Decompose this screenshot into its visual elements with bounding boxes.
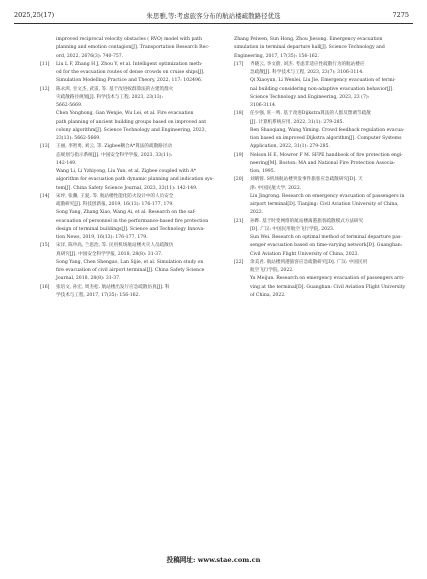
reference-item (234, 176, 422, 217)
reference-line: Liu L F, Zhang H J, Zhou Y, et al. Intelligent optimization meth- (56, 61, 203, 67)
reference-line: Yu Meijun. Research on emergency evacuation of passengers arri- (250, 276, 405, 282)
reference-item (234, 61, 422, 111)
reference-number: [17] (234, 61, 244, 67)
reference-line: 急疏散[J]. 科学技术与工程, 2023, 23(7): 3106-3114. (250, 70, 364, 75)
reference-line: Liu Jingrong. Research on emergency evacuation of passengers in (250, 193, 405, 199)
reference-line: 态规划与指示系统[J]. 中国安全科学学报, 2023, 33(11): (56, 152, 173, 158)
running-title: 朱思雅,等:考虑旅客分布的航站楼疏散路径优选 (146, 12, 281, 20)
reference-line: Nelson H E, Mowrer F M. SFPE handbook of fire protection engi- (250, 152, 403, 158)
reference-line: tion based on improved Dijkstra algorithm[J]. Computer Systems (250, 136, 402, 141)
reference-item (234, 152, 422, 177)
reference-line: planning and emotion contagion[J]. Transportation Research Rec- (56, 45, 210, 51)
reference-continuation (40, 36, 228, 61)
reference-line: neering[M]. Boston: MA and National Fire Protection Associa- (250, 160, 396, 166)
header-rule (14, 23, 413, 24)
reference-line: Journal, 2018, 28(8): 31-37. (56, 276, 121, 282)
reference-number: [14] (40, 193, 50, 199)
reference-item (234, 259, 422, 300)
reference-line: 宋坪, 张骤, 王爱, 等. 航站楼性能化防火设计中的人员安全 (56, 193, 174, 199)
reference-line: Engineering, 2017, 17(35): 156-162. (234, 53, 320, 59)
reference-number: [22] (234, 259, 244, 265)
reference-line: ord, 2022, 2676(3): 740-757. (56, 53, 124, 59)
reference-line: Song Yang, Chen Shengao, Lan Sijie, et al. Simulation study on (56, 259, 204, 265)
reference-line: 张培文, 孙宏, 周杰松. 航站楼出发厅应急疏散仿真[J]. 科 (56, 284, 170, 290)
reference-line: path planning of ancient building groups based on improved ant (56, 119, 207, 125)
reference-line: algorithm for evacuation path dynamic planning and indication sys- (56, 177, 214, 183)
reference-line: [D]. 广汉: 中国民用航空飞行学院, 2023. (250, 226, 335, 232)
journal-issue: 2025,25(17) (14, 11, 55, 19)
reference-line: 齐晓云, 李文蔚, 刘杰. 考虑非适应性疏散行为的航站楼应 (250, 61, 365, 67)
page-header (0, 0, 427, 26)
reference-line: 孙晔. 基于时变网络的航站楼离港旅客疏散模式方法研究 (250, 218, 364, 224)
reference-item (234, 218, 422, 259)
reference-item (40, 143, 228, 193)
reference-line: 真研究[J]. 中国安全科学学报, 2018, 28(8): 31-37. (56, 251, 163, 257)
left-column (40, 36, 228, 300)
reference-line: 陈永鸿, 甘文杰, 武雷, 等. 基于改进蚁群算法的古建筑群火 (56, 86, 174, 92)
reference-number: [21] (234, 218, 244, 224)
reference-line: [J]. 计算机系统应用, 2022, 31(1): 279-285. (250, 119, 344, 125)
reference-line: 学技术与工程, 2017, 17(35): 156-162. (56, 292, 140, 298)
reference-line: tem[J]. China Safety Science Journal, 2023, 33(11): 142-149. (56, 185, 198, 191)
reference-line: improved reciprocal velocity obstacles ( RVO) model with path (56, 37, 202, 42)
reference-number: [16] (40, 284, 50, 290)
reference-item (234, 110, 422, 151)
reference-line: 142-149. (56, 160, 77, 166)
reference-line: 23(13): 5662-5669. (56, 136, 101, 141)
reference-line: Science Technology and Engineering, 2023, 23 (7): (250, 94, 370, 100)
reference-number: [18] (234, 111, 244, 117)
reference-item (40, 61, 228, 86)
reference-line: 2022. (250, 210, 264, 216)
reference-line: simulation in terminal departure hall[J]. Science Technology and (234, 45, 385, 51)
reference-line: tion News, 2019, 16(13): 176-177, 179. (56, 235, 148, 240)
reference-line: colony algorithm[J]. Science Technology and Engineering, 2023, (56, 127, 207, 133)
reference-line: Zhang Peiwen, Sun Hong, Zhou Jiesong. Emergency evacuation (234, 37, 383, 42)
submission-url: 投稿网址: www.stae.com.cn (166, 556, 261, 564)
reference-line: Civil Aviation Flight University of China, 2023. (250, 251, 359, 257)
reference-line: 王丽, 李智勇, 刘云, 等. Zigbee耦合A*算法的疏散路径动 (56, 144, 172, 150)
reference-number: [11] (40, 61, 50, 67)
reference-line: 刘晴蓉. S机场航站楼突发事件旅客应急疏散研究[D]. 天 (250, 177, 363, 183)
reference-continuation (234, 36, 422, 61)
reference-number: [12] (40, 86, 50, 92)
reference-line: 3106-3114. (250, 103, 277, 108)
reference-item (40, 242, 228, 283)
reference-line: Qi Xiaoyun, Li Wenlei, Liu Jie. Emergency evacuation of termi- (250, 78, 396, 84)
reference-number: [19] (234, 152, 244, 158)
reference-line: 宋洋, 陈申高, 兰思治, 等. 民用机场航站楼火灾人员疏散仿 (56, 243, 174, 249)
reference-line: evacuation of personnel in the performance-based fire protection (56, 218, 209, 224)
reference-line: fire evacuation of civil airport terminal[J]. China Safety Science (56, 268, 205, 273)
reference-line: senger evacuation based on time-varying network[D]. Guanghan: (250, 243, 403, 249)
reference-line: 津: 中国民航大学, 2022. (250, 185, 302, 191)
reference-line: nal building considering non-adaptive evacuation behavior[J]. (250, 86, 394, 92)
reference-number: [13] (40, 144, 50, 150)
reference-line: Simulation Modelling Practice and Theory, 2022, 117: 102496. (56, 78, 203, 84)
right-column (234, 36, 422, 300)
reference-item (40, 86, 228, 144)
reference-line: 5662-5669. (56, 103, 83, 108)
reference-item (40, 193, 228, 243)
reference-line: 任少强, 旺一鸣. 基于改进Dijkstra算法的人群反馈调节疏散 (250, 111, 371, 117)
reference-line: airport terminal[D]. Tianjing: Civil Aviation University of China, (250, 202, 399, 207)
reference-line: Wang Li, Li Yzhiyong, Liu Yun, et al. Zigbee coupled with A* (56, 169, 197, 174)
reference-line: tion, 1995. (250, 169, 276, 174)
reference-line: Ren Shaoqiang, Wang Yiming. Crowd feedback regulation evacua- (250, 127, 405, 133)
reference-line: od for the evacuation routes of dense crowds on cruise ships[J]. (56, 70, 205, 75)
reference-item (40, 284, 228, 301)
reference-line: Song Yang, Zhang Xiao, Wang Ai, et al. Research on the saf- (56, 210, 196, 216)
reference-line: design of terminal buildings[J]. Science and Technology Innova- (56, 226, 205, 232)
reference-line: 灾疏散路径规划[J]. 科学技术与工程, 2023, 23(13): (56, 94, 164, 100)
reference-line: 航空飞行学院, 2022. (250, 268, 294, 273)
reference-line: ving at the terminal[D]. Guanghan: Civil Aviation Flight University (250, 284, 406, 290)
page-number: 7275 (392, 11, 409, 19)
reference-line: of China, 2022. (250, 292, 286, 298)
reference-line: Sun Wei. Research on optimal method of terminal departure pas- (250, 235, 402, 240)
reference-line: Application, 2022, 31(1): 279-285. (250, 144, 330, 150)
reference-line: 疏散研究[J]. 科技创新报, 2019, 16(13): 176-177, 179. (56, 202, 174, 207)
reference-line: 余美君. 航站楼到港旅客应急疏散研究[D]. 广汉: 中国民用 (250, 259, 368, 265)
reference-line: Chen Yonghong, Gan Wenjie, Wu Lei, et al. Fire evacuation (56, 111, 194, 117)
reference-number: [20] (234, 177, 244, 183)
reference-number: [15] (40, 243, 50, 249)
